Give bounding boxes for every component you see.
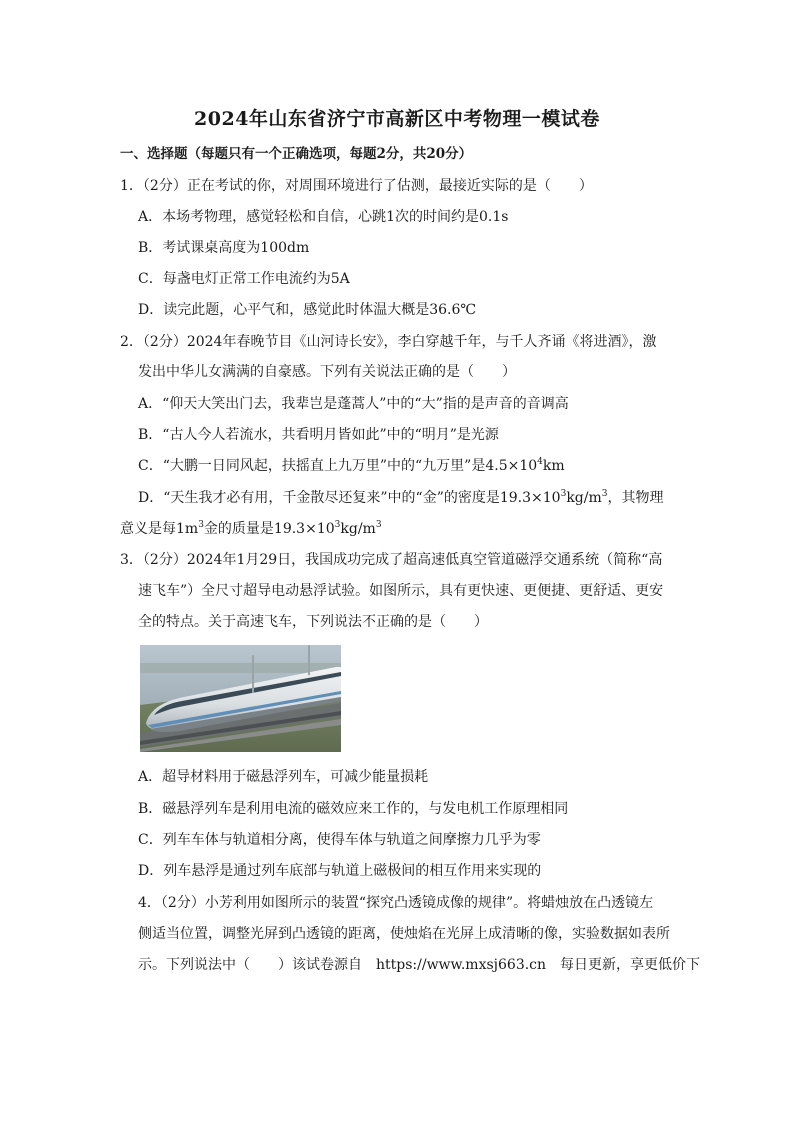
question-1-option-d: D．读完此题，心平气和，感觉此时体温大概是36.6℃ [138,302,477,318]
maglev-train-photo [140,645,341,752]
exponent: 3 [601,489,608,499]
section-heading: 一、选择题（每题只有一个正确选项，每题2分，共20分） [120,146,473,162]
question-2-stem-line1: 2．（2分）2024年春晚节目《山河诗长安》，李白穿越千年，与千人齐诵《将进酒》，激 [120,334,657,350]
option-d-tail: ，其物理 [607,490,664,506]
question-3-option-c: C．列车车体与轨道相分离，使得车体与轨道之间摩擦力几乎为零 [138,832,541,848]
question-3-option-a: A．超导材料用于磁悬浮列车，可减少能量损耗 [138,769,429,785]
question-2-option-d-line1 [138,488,663,508]
meaning-text: 金的质量是19.3×10 [203,521,335,537]
exponent: 4 [537,457,543,467]
question-1-option-a: A．本场考物理，感觉轻松和自信，心跳1次的时间约是0.1s [138,209,509,225]
exponent: 3 [334,520,341,530]
question-4-stem-line1: 4．（2分）小芳利用如图所示的装置“探究凸透镜成像的规律”。将蜡烛放在凸透镜左 [138,895,654,911]
exponent: 3 [375,520,382,530]
question-3-stem-line1: 3．（2分）2024年1月29日，我国成功完成了超高速低真空管道磁浮交通系统（简称“高 [120,552,663,568]
exam-title: 2024年山东省济宁市高新区中考物理一模试卷 [194,108,600,130]
question-4-stem-line2: 侧适当位置，调整光屏到凸透镜的距离，使烛焰在光屏上成清晰的像，实验数据如表所 [138,926,670,942]
option-d-text: D．“天生我才必有用，千金散尽还复来”中的“金”的密度是19.3×10 [138,490,561,506]
exponent: 3 [560,489,567,499]
question-4-stem-line3: 示。下列说法中（ ）该试卷源自 https://www.mxsj663.cn 每日更新，享更低价下 [138,957,701,973]
unit: km [542,458,565,474]
option-c-text: C．“大鹏一日同风起，扶摇直上九万里”中的“九万里”是4.5×10 [138,458,538,474]
question-2-option-d-line2 [120,519,382,539]
maglev-train-image [140,645,341,752]
unit: kg/m [340,521,376,537]
meaning-text: 意义是每1m [120,521,199,537]
question-3-stem-line2: 速飞车”）全尺寸超导电动悬浮试验。如图所示，具有更快速、更便捷、更舒适、更安 [138,583,664,599]
question-3-option-d: D．列车悬浮是通过列车底部与轨道上磁极间的相互作用来实现的 [138,863,542,879]
question-3-stem-line3: 全的特点。关于高速飞车，下列说法不正确的是（ ） [138,614,488,630]
question-1-stem: 1．（2分）正在考试的你，对周围环境进行了估测，最接近实际的是（ ） [120,178,593,194]
question-2-option-b: B．“古人今人若流水，共看明月皆如此”中的“明月”是光源 [138,427,499,443]
question-2-stem-line2: 发出中华儿女满满的自豪感。下列有关说法正确的是（ ） [138,364,516,380]
question-3-option-b: B．磁悬浮列车是利用电流的磁效应来工作的，与发电机工作原理相同 [138,801,569,817]
question-2-option-a: A．“仰天大笑出门去，我辈岂是蓬蒿人”中的“大”指的是声音的音调高 [138,396,569,412]
exponent: 3 [198,520,204,530]
unit: kg/m [566,490,602,506]
question-1-option-b: B．考试课桌高度为100dm [138,240,310,256]
question-1-option-c: C．每盏电灯正常工作电流约为5A [138,271,350,287]
question-2-option-c [138,456,565,476]
